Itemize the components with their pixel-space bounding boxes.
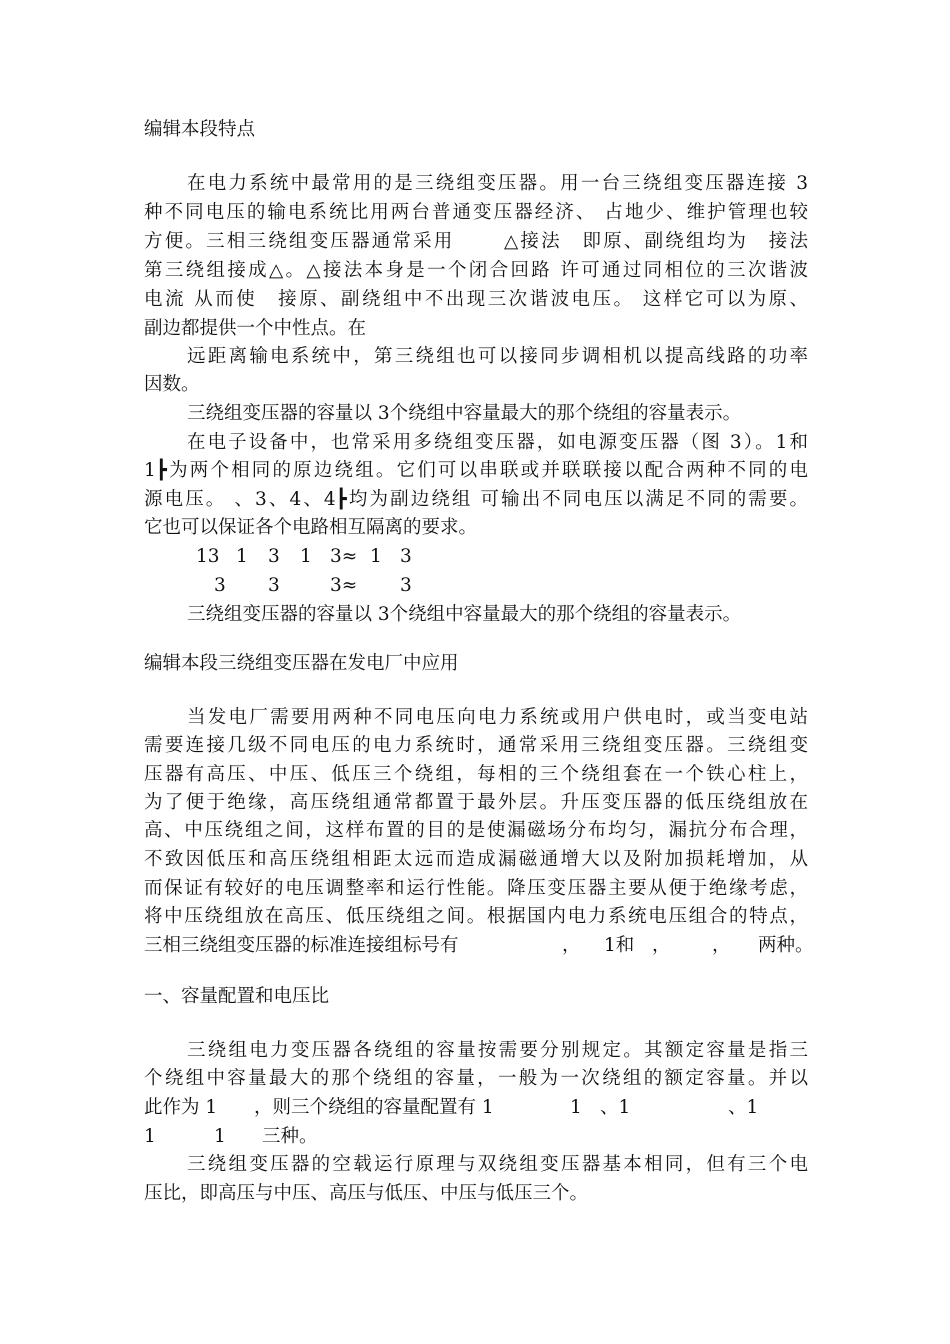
formula-token: 3	[214, 575, 226, 596]
text-fragment: 、1	[600, 1097, 631, 1118]
text-fragment: 两种。	[758, 935, 814, 956]
text-fragment: 1	[144, 1126, 156, 1147]
paragraph-line: 不致因低压和高压绕组相距太远而造成漏磁通增大以及附加损耗增加，从	[144, 849, 808, 870]
formula-token: 3≈	[330, 546, 358, 567]
paragraph-line: 压比，即高压与中压、高压与低压、中压与低压三个。	[144, 1183, 589, 1204]
paragraph-line: 因数。	[144, 374, 200, 395]
paragraph-line: 源电压。 、3、4、4┣均为副边绕组 可输出不同电压以满足不同的需要。	[144, 489, 808, 510]
paragraph-line: 三绕组变压器的容量以 3个绕组中容量最大的那个绕组的容量表示。	[187, 604, 742, 625]
paragraph-line: 当发电厂需要用两种不同电压向电力系统或用户供电时，或当变电站	[187, 707, 808, 728]
paragraph-line: 为了便于绝缘，高压绕组通常都置于最外层。升压变压器的低压绕组放在	[144, 792, 808, 813]
text-fragment: 1和	[604, 935, 635, 956]
paragraph-line: 个绕组中容量最大的那个绕组的容量，一般为一次绕组的额定容量。并以	[144, 1068, 808, 1089]
formula-token: 13	[196, 546, 220, 567]
section-heading-power-plant: 编辑本段三绕组变压器在发电厂中应用	[144, 653, 459, 674]
paragraph-line: 高、中压绕组之间，这样布置的目的是使漏磁场分布均匀，漏抗分布合理，	[144, 820, 808, 841]
text-fragment: ，	[712, 935, 731, 956]
section-heading-capacity: 一、容量配置和电压比	[144, 986, 330, 1007]
paragraph-line: 压器有高压、中压、低压三个绕组，每相的三个绕组套在一个铁心柱上，	[144, 764, 808, 785]
paragraph-line: 种不同电压的输电系统比用两台普通变压器经济、 占地少、维护管理也较	[144, 202, 808, 223]
text-fragment: 、1	[728, 1097, 759, 1118]
paragraph-line: 远距离输电系统中，第三绕组也可以接同步调相机以提高线路的功率	[187, 346, 808, 367]
text-fragment: 三种。	[262, 1126, 318, 1147]
paragraph-line: 在电力系统中最常用的是三绕组变压器。用一台三绕组变压器连接 3	[187, 173, 808, 194]
paragraph-line: 它也可以保证各个电路相互隔离的要求。	[144, 517, 478, 538]
paragraph-line: 需要连接几级不同电压的电力系统时，通常采用三绕组变压器。三绕组变	[144, 735, 808, 756]
paragraph-line: 第三绕组接成△。△接法本身是一个闭合回路 许可通过同相位的三次谐波	[144, 260, 808, 281]
formula-token: 3	[400, 575, 412, 596]
section-heading-features: 编辑本段特点	[144, 119, 256, 140]
text-fragment: 此作为 1	[144, 1097, 218, 1118]
formula-token: 1	[370, 546, 382, 567]
paragraph-line: 而保证有较好的电压调整率和运行性能。降压变压器主要从便于绝缘考虑，	[144, 878, 808, 899]
text-fragment: 1	[570, 1097, 582, 1118]
paragraph-line: 电流 从而使 接原、副绕组中不出现三次谐波电压。 这样它可以为原、	[144, 289, 808, 310]
formula-token: 3	[268, 575, 280, 596]
formula-token: 1	[300, 546, 312, 567]
text-fragment: 三相三绕组变压器的标准连接组标号有	[144, 935, 459, 956]
paragraph-line: 副边都提供一个中性点。在	[144, 318, 367, 339]
text-fragment: ，	[652, 935, 671, 956]
paragraph-line: 1┣为两个相同的原边绕组。它们可以串联或并联联接以配合两种不同的电	[144, 460, 808, 481]
text-fragment: ，	[562, 935, 581, 956]
formula-token: 3	[268, 546, 280, 567]
text-fragment: 1	[214, 1126, 226, 1147]
formula-token: 3≈	[330, 575, 358, 596]
paragraph-line: 三绕组变压器的容量以 3个绕组中容量最大的那个绕组的容量表示。	[187, 403, 742, 424]
paragraph-line: 方便。三相三绕组变压器通常采用 △接法 即原、副绕组均为 接法	[144, 231, 808, 252]
formula-token: 1	[236, 546, 248, 567]
paragraph-line: 三绕组变压器的空载运行原理与双绕组变压器基本相同，但有三个电	[187, 1154, 808, 1175]
paragraph-line: 在电子设备中，也常采用多绕组变压器，如电源变压器（图 3）。1和	[187, 432, 808, 453]
paragraph-line: 三绕组电力变压器各绕组的容量按需要分别规定。其额定容量是指三	[187, 1040, 808, 1061]
formula-token: 3	[400, 546, 412, 567]
paragraph-line: 将中压绕组放在高压、低压绕组之间。根据国内电力系统电压组合的特点，	[144, 906, 808, 927]
text-fragment: ，则三个绕组的容量配置有 1	[254, 1097, 494, 1118]
